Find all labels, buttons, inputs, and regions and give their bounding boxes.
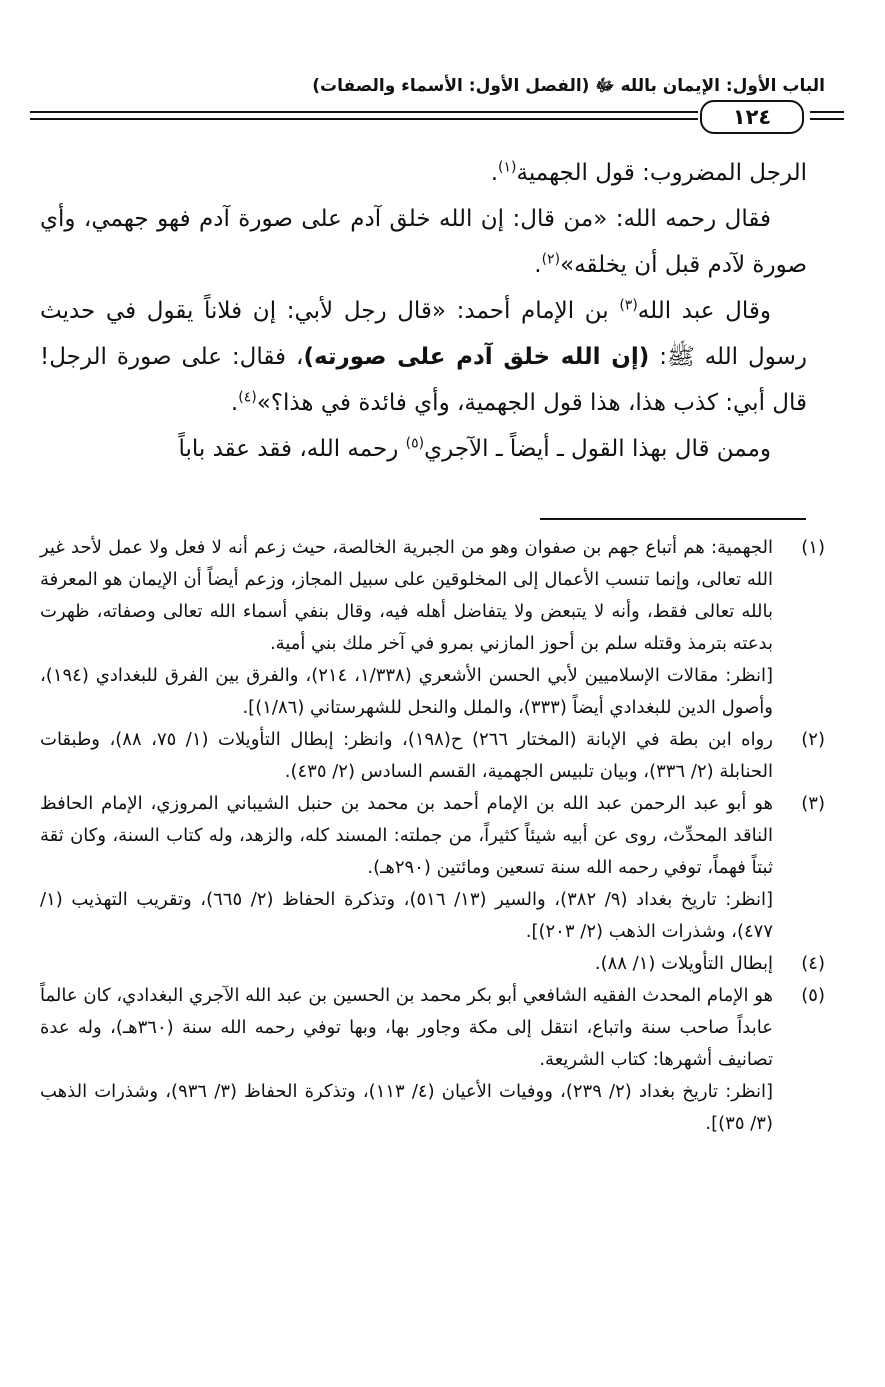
paragraph-3-text-c: ، فقال: على صورة الرجل! قال أبي: كذب هذا، هذا قول الجهمية، وأي فائدة في هذا؟» bbox=[40, 344, 807, 416]
main-text bbox=[40, 150, 807, 472]
footnote-text: الجهمية: هم أتباع جهم بن صفوان وهو من الجبرية الخالصة، حيث زعم أنه لا فعل ولا عمل لأحد غير الله تعالى، وإنما تنسب الأعمال إلى المخلوقين على سبيل المجاز، وزعم أيضاً أن الإيمان هو المعرفة بالله تعالى فقط، وأنه لا يتبعض ولا يتفاضل أهله فيه، وقال بنفي أسماء الله تعالى وصفاته، ظهرت بدعته بترمذ وقتله سلم بن أحوز المازني بمرو في آخر ملك بني أمية. bbox=[40, 537, 773, 654]
paragraph-4-text-a: وممن قال بهذا القول ـ أيضاً ـ الآجري bbox=[424, 436, 771, 462]
page-number: ١٢٤ bbox=[700, 100, 804, 134]
footnote-text: إبطال التأويلات (١/ ٨٨). bbox=[594, 953, 773, 974]
footnote-5 bbox=[40, 980, 825, 1140]
footnote-number: (١) bbox=[801, 537, 825, 558]
footnote-number: (٤) bbox=[801, 953, 825, 974]
paragraph-1-end: . bbox=[490, 160, 499, 186]
footnote-ref-2: (٢) bbox=[541, 251, 561, 268]
footnote-number: (٥) bbox=[801, 985, 825, 1006]
paragraph-4 bbox=[40, 426, 807, 472]
footnote-body bbox=[40, 980, 773, 1140]
footnote-separator bbox=[540, 518, 806, 520]
paragraph-3 bbox=[40, 288, 807, 426]
paragraph-4-text-b: رحمه الله، فقد عقد باباً bbox=[178, 436, 406, 462]
header-rule-right-bottom bbox=[810, 118, 844, 120]
hadith-quote: (إن الله خلق آدم على صورته) bbox=[303, 344, 650, 370]
footnote-4 bbox=[40, 948, 825, 980]
footnote-ref-4: (٤) bbox=[238, 389, 257, 406]
footnote-1 bbox=[40, 532, 825, 724]
footnote-number: (٢) bbox=[801, 729, 825, 750]
paragraph-3-end: . bbox=[230, 390, 239, 416]
paragraph-2 bbox=[40, 196, 807, 288]
footnote-ref-1: (١) bbox=[498, 159, 517, 176]
header-rule-right-top bbox=[810, 111, 844, 113]
footnote-references: [انظر: تاريخ بغداد (٩/ ٣٨٢)، والسير (١٣/ ٥١٦)، وتذكرة الحفاظ (٢/ ٦٦٥)، وتقريب التهذيب (١/ ٤٧٧)، وشذرات الذهب (٢/ ٢٠٣)]. bbox=[40, 889, 773, 942]
header-rule-top bbox=[30, 111, 698, 113]
footnote-2 bbox=[40, 724, 825, 788]
running-header-title: الباب الأول: الإيمان بالله ﷻ (الفصل الأول: الأسماء والصفات) bbox=[312, 76, 825, 96]
footnote-body bbox=[40, 788, 773, 948]
footnote-body bbox=[40, 948, 773, 980]
footnote-references: [انظر: تاريخ بغداد (٢/ ٢٣٩)، ووفيات الأعيان (٤/ ١١٣)، وتذكرة الحفاظ (٣/ ٩٣٦)، وشذرات الذهب (٣/ ٣٥)]. bbox=[40, 1081, 773, 1134]
footnote-text: هو أبو عبد الرحمن عبد الله بن الإمام أحمد بن محمد بن حنبل الشيباني المروزي، الإمام الحافظ الناقد المحدِّث، روى عن أبيه شيئاً كثيراً، من جملته: المسند كله، والزهد، وله كتاب السنة، وكان ثقة ثبتاً فهماً، توفي رحمه الله سنة تسعين ومائتين (٢٩٠هـ). bbox=[40, 793, 773, 878]
paragraph-2-text: فقال رحمه الله: «من قال: إن الله خلق آدم على صورة آدم فهو جهمي، وأي صورة لآدم قبل أن يخلقه» bbox=[40, 206, 807, 278]
footnote-ref-5: (٥) bbox=[405, 435, 425, 452]
paragraph-3-text-b: بن الإمام أحمد: «قال رجل لأبي: إن فلاناً يقول في حديث رسول الله ﷺ: bbox=[40, 298, 808, 370]
footnote-3 bbox=[40, 788, 825, 948]
footnote-ref-3: (٣) bbox=[619, 297, 638, 314]
header-rule-bottom bbox=[30, 118, 698, 120]
footnote-number: (٣) bbox=[801, 793, 825, 814]
footnote-references: [انظر: مقالات الإسلاميين لأبي الحسن الأشعري (١/٣٣٨، ٢١٤)، والفرق بين الفرق للبغدادي (١٩٤)، وأصول الدين للبغدادي أيضاً (٣٣٣)، والملل والنحل للشهرستاني (١/٨٦)]. bbox=[40, 665, 773, 718]
paragraph-2-end: . bbox=[534, 252, 542, 278]
paragraph-1 bbox=[40, 150, 807, 196]
footnote-text: هو الإمام المحدث الفقيه الشافعي أبو بكر محمد بن الحسين بن عبد الله الآجري البغدادي، كان عالماً عابداً صاحب سنة واتباع، انتقل إلى مكة وجاور بها، وبها توفي رحمه الله سنة (٣٦٠هـ)، وله عدة تصانيف أشهرها: كتاب الشريعة. bbox=[40, 985, 773, 1070]
footnote-body bbox=[40, 532, 773, 724]
footnote-body bbox=[40, 724, 773, 788]
footnotes bbox=[40, 532, 825, 1140]
footnote-text: رواه ابن بطة في الإبانة (المختار ٢٦٦) ح(١٩٨)، وانظر: إبطال التأويلات (١/ ٧٥، ٨٨)، وطبقات الحنابلة (٢/ ٣٣٦)، وبيان تلبيس الجهمية، القسم السادس (٢/ ٤٣٥). bbox=[40, 729, 773, 782]
paragraph-3-text-a: وقال عبد الله bbox=[637, 298, 771, 324]
paragraph-1-text: الرجل المضروب: قول الجهمية bbox=[516, 160, 807, 186]
